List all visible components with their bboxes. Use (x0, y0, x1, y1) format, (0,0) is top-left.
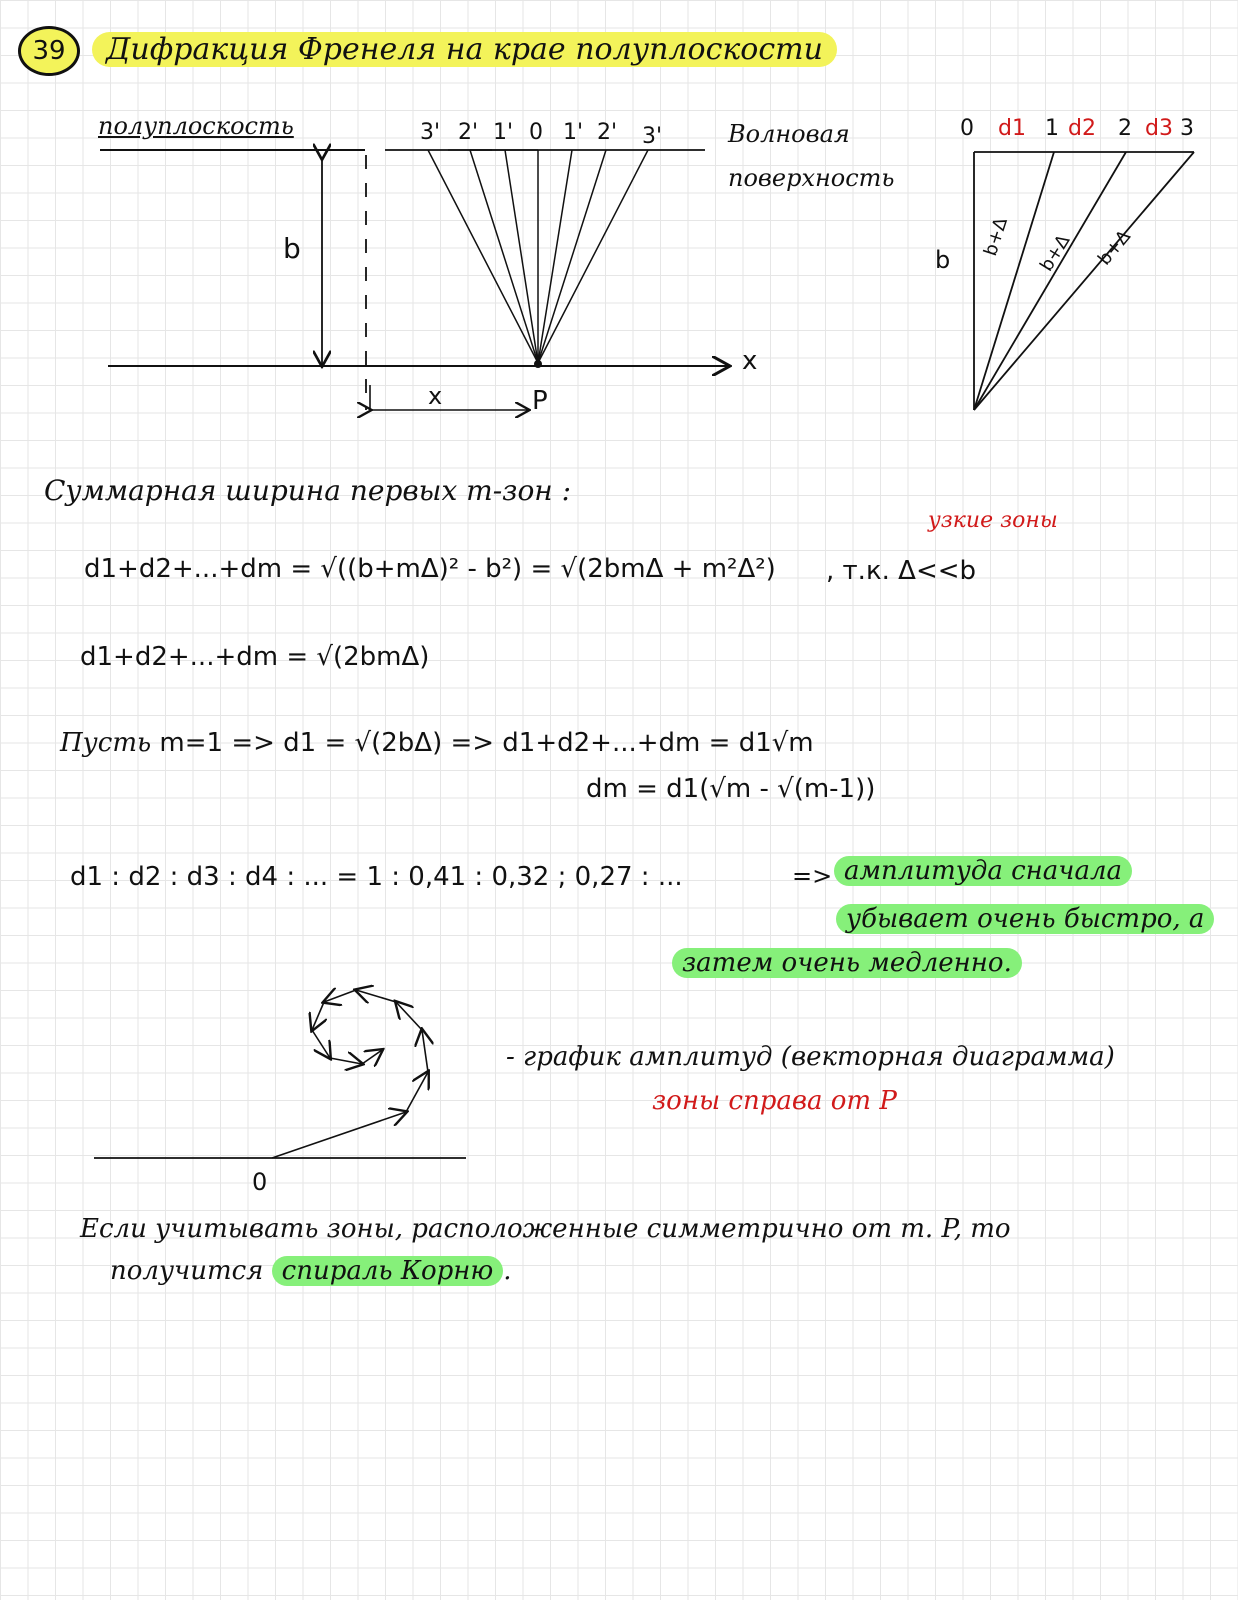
dm-equation: dm = d1(√m - √(m-1)) (586, 774, 876, 804)
narrow-zones-note: узкие зоны (928, 508, 1058, 533)
graph-caption: - график амплитуд (векторная диаграмма) (506, 1042, 1115, 1072)
zone-label-1l: 1' (493, 120, 514, 145)
equation-1-condition: , т.к. Δ<<b (826, 556, 977, 586)
ratio-arrow: => (792, 862, 833, 890)
page-title (18, 26, 837, 76)
tri-slant-label-1: b+Δ (980, 215, 1012, 259)
vector-diagram (80, 980, 480, 1180)
vector-origin-label: 0 (252, 1168, 268, 1196)
zone-rays (428, 150, 648, 363)
zone-label-3l: 3' (420, 120, 441, 145)
zone-label-3r: 3' (642, 124, 663, 149)
cornu-spiral-highlight: спираль Корню (272, 1256, 504, 1286)
final-line-2 (110, 1256, 512, 1286)
x-distance-label: x (428, 382, 443, 410)
tri-slant-label-3: b+Δ (1094, 226, 1136, 270)
b-label: b (283, 232, 301, 265)
tri-slant-label-2: b+Δ (1036, 231, 1075, 276)
amplitude-line-1: амплитуда сначала (834, 856, 1132, 886)
title-text: Дифракция Френеля на крае полуплоскости (92, 32, 837, 67)
amplitude-line-2: убывает очень быстро, а (836, 904, 1214, 934)
x-axis-label: x (742, 346, 758, 376)
tri-label-3: 3 (1180, 116, 1194, 141)
tri-b-label: b (935, 246, 951, 274)
point-p-label: P (532, 386, 548, 416)
tri-label-d2: d2 (1068, 116, 1096, 141)
equation-1: d1+d2+...+dm = √((b+mΔ)² - b²) = √(2bmΔ + m²Δ²) (84, 554, 776, 584)
zone-width-triangle (930, 140, 1210, 430)
zone-label-2l: 2' (458, 120, 479, 145)
final-line-1: Если учитывать зоны, расположенные симметрично от т. P, то (80, 1214, 1011, 1244)
amplitude-vectors (272, 990, 428, 1158)
tri-label-d3: d3 (1145, 116, 1173, 141)
zone-label-2r: 2' (597, 120, 618, 145)
let-prefix: Пусть (60, 728, 152, 758)
point-p-dot (534, 360, 542, 368)
halfplane-label: полуплоскость (98, 112, 294, 140)
let-equation: m=1 => d1 = √(2bΔ) => d1+d2+...+dm = d1√m (159, 728, 814, 758)
halfplane-diagram (0, 110, 800, 440)
zone-label-1r: 1' (563, 120, 584, 145)
zone-label-0: 0 (529, 120, 543, 145)
tri-label-1: 1 (1045, 116, 1059, 141)
tri-label-d1: d1 (998, 116, 1026, 141)
final-prefix: получится (110, 1256, 264, 1286)
sum-width-heading: Суммарная ширина первых m-зон : (44, 474, 572, 507)
ticket-number: 39 (18, 26, 80, 76)
wave-surface-label-1: Волновая (728, 120, 850, 148)
zones-right-note: зоны справа от P (652, 1086, 897, 1116)
final-suffix: . (503, 1256, 512, 1286)
tri-label-2: 2 (1118, 116, 1132, 141)
zone-ratio: d1 : d2 : d3 : d4 : ... = 1 : 0,41 : 0,32 ; 0,27 : ... (70, 862, 683, 892)
equation-2: d1+d2+...+dm = √(2bmΔ) (80, 642, 430, 672)
tri-label-0: 0 (960, 116, 974, 141)
let-line (60, 728, 814, 758)
amplitude-line-3: затем очень медленно. (672, 948, 1022, 978)
wave-surface-label-2: поверхность (728, 164, 895, 192)
